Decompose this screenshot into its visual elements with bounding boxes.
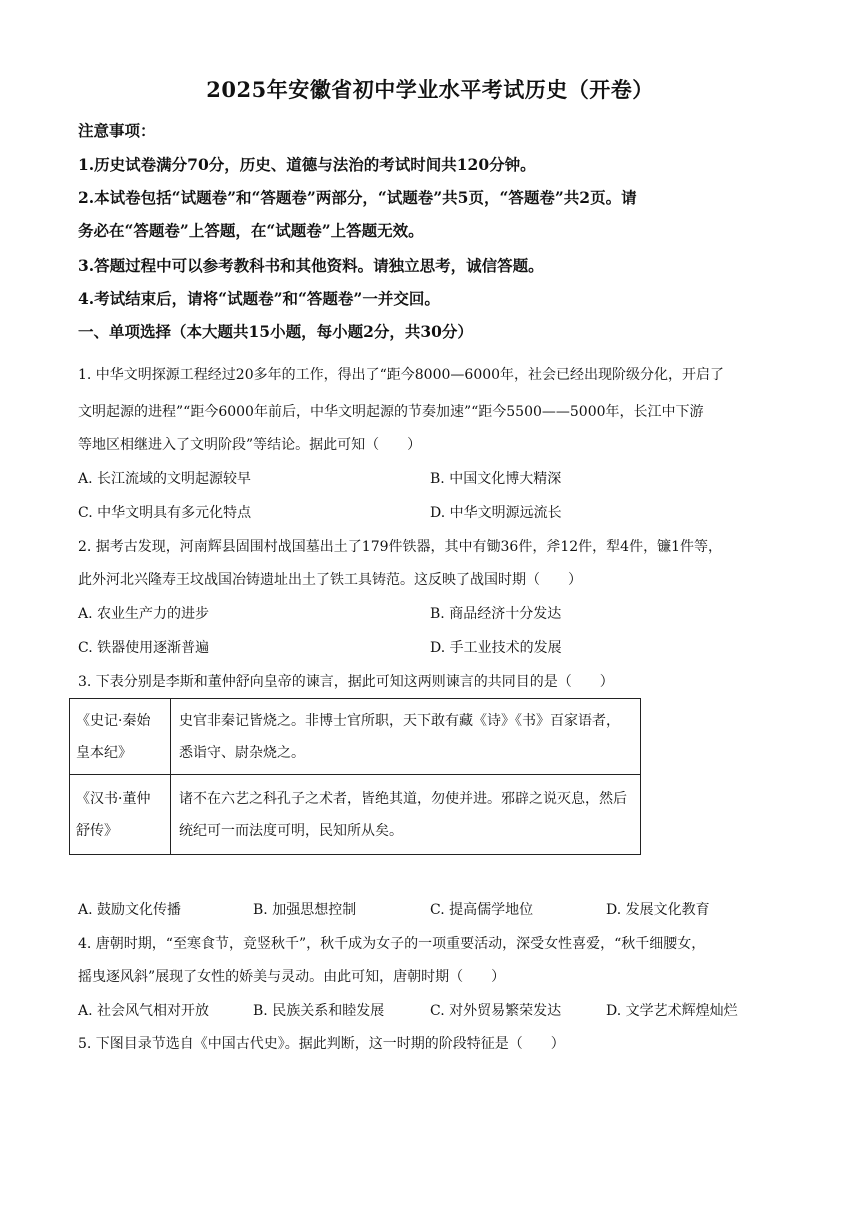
question-4-option-b: B. 民族关系和睦发展 [253,1003,385,1019]
question-1-text: 1. 中华文明探源工程经过20多年的工作，得出了“距今8000—6000年，社会已经出现阶级分化，开启了 [78,367,725,383]
question-3-table [69,698,641,855]
notice-item: 3.答题过程中可以参考教科书和其他资料。请独立思考，诚信答题。 [78,256,544,275]
question-2-option-c: C. 铁器使用逐渐普遍 [78,640,210,656]
question-4-option-d: D. 文学艺术辉煌灿烂 [606,1003,738,1019]
question-3-option-d: D. 发展文化教育 [606,902,710,918]
question-5-text: 5. 下图目录节选自《中国古代史》。据此判断，这一时期的阶段特征是（ ） [78,1036,565,1052]
notice-heading: 注意事项： [78,121,156,140]
question-4-text: 4. 唐朝时期，“至寒食节，竞竖秋千”，秋千成为女子的一项重要活动，深受女性喜爱，“秋千细腰女， [78,936,706,952]
question-1-option-b: B. 中国文化博大精深 [430,471,562,487]
table-source-cell: 《汉书·董仲舒传》 [70,775,171,855]
table-source-cell: 《史记·秦始皇本纪》 [70,699,171,775]
notice-item: 4.考试结束后，请将“试题卷”和“答题卷”一并交回。 [78,289,440,308]
question-4-text: 摇曳逐风斜”展现了女性的娇美与灵动。由此可知，唐朝时期（ ） [78,969,506,985]
table-text-cell: 史官非秦记皆烧之。非博士官所职，天下敢有藏《诗》《书》百家语者，悉诣守、尉杂烧之。 [171,699,641,775]
question-2-text: 2. 据考古发现，河南辉县固围村战国墓出土了179件铁器，其中有锄36件，斧12件，犁4件，镰1件等， [78,539,722,555]
question-3-option-b: B. 加强思想控制 [253,902,357,918]
table-row [70,775,641,855]
question-4-option-c: C. 对外贸易繁荣发达 [430,1003,562,1019]
table-row [70,699,641,775]
question-1-option-d: D. 中华文明源远流长 [430,505,562,521]
question-1-option-c: C. 中华文明具有多元化特点 [78,505,252,521]
question-2-option-d: D. 手工业技术的发展 [430,640,562,656]
question-2-text: 此外河北兴隆寿王坟战国冶铸遗址出土了铁工具铸范。这反映了战国时期（ ） [78,572,582,588]
question-1-text: 文明起源的进程”“距今6000年前后，中华文明起源的节奏加速”“距今5500——5000年，长江中下游 [78,404,704,420]
question-4-option-a: A. 社会风气相对开放 [78,1003,210,1019]
table-text-cell: 诸不在六艺之科孔子之术者，皆绝其道，勿使并进。邪辟之说灭息，然后统纪可一而法度可明，民知所从矣。 [171,775,641,855]
question-2-option-a: A. 农业生产力的进步 [78,606,210,622]
notice-item: 2.本试卷包括“试题卷”和“答题卷”两部分，“试题卷”共5页，“答题卷”共2页。请 [78,188,637,207]
question-2-option-b: B. 商品经济十分发达 [430,606,562,622]
question-3-option-a: A. 鼓励文化传播 [78,902,182,918]
question-3-option-c: C. 提高儒学地位 [430,902,534,918]
section-heading: 一、单项选择（本大题共15小题，每小题2分，共30分） [78,322,473,341]
notice-item: 1.历史试卷满分70分，历史、道德与法治的考试时间共120分钟。 [78,155,536,174]
question-3-text: 3. 下表分别是李斯和董仲舒向皇帝的谏言，据此可知这两则谏言的共同目的是（ ） [78,674,614,690]
notice-item: 务必在“答题卷”上答题，在“试题卷”上答题无效。 [78,221,424,240]
question-1-option-a: A. 长江流域的文明起源较早 [78,471,252,487]
question-1-text: 等地区相继进入了文明阶段”等结论。据此可知（ ） [78,437,422,453]
page-title: 2025年安徽省初中学业水平考试历史（开卷） [206,77,654,102]
